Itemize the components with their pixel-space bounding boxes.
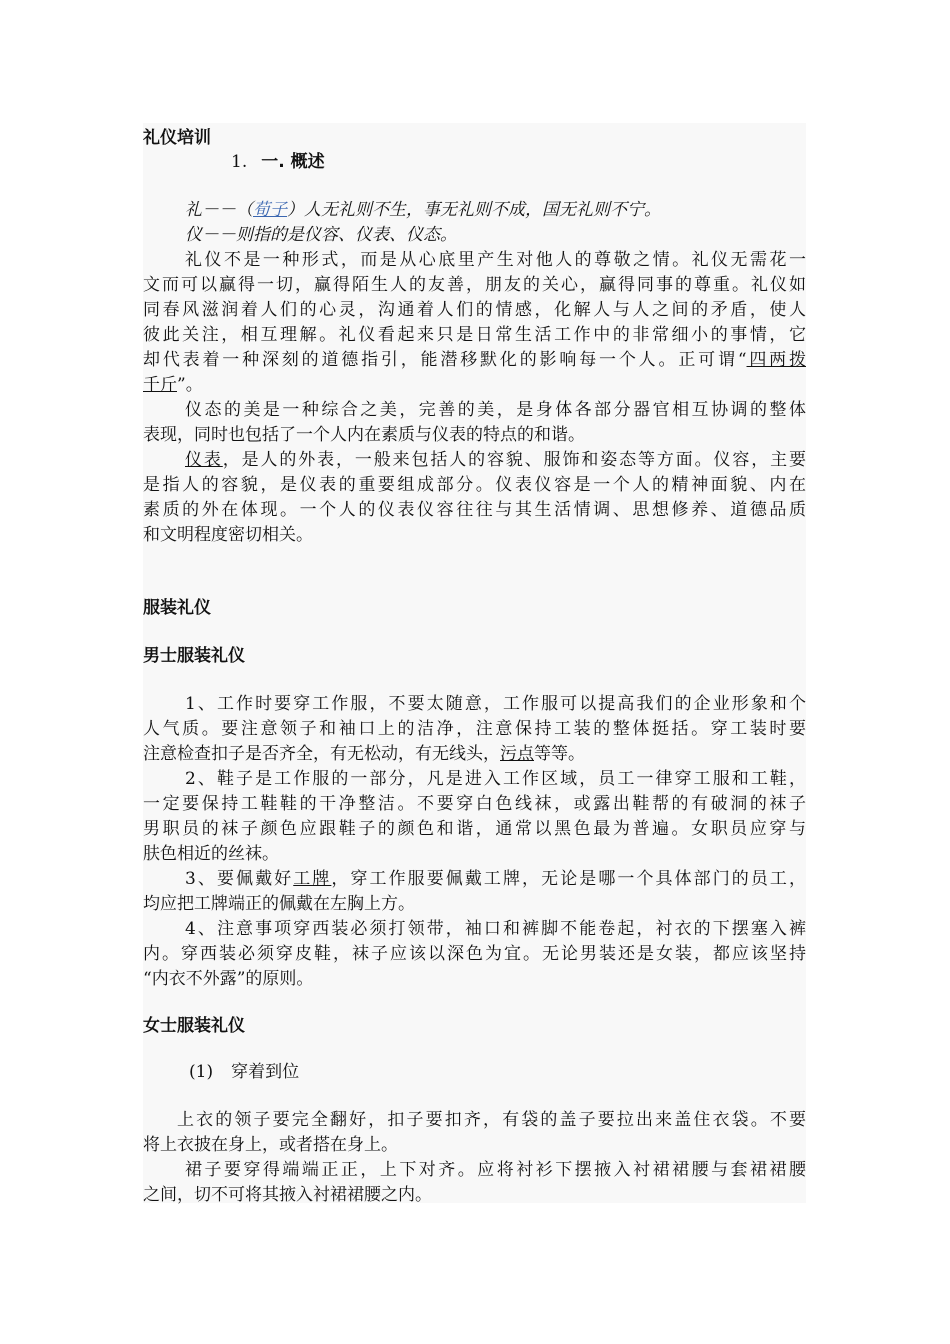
sub-heading-number: (1) bbox=[189, 1062, 214, 1082]
document-title: 礼仪培训 bbox=[143, 128, 211, 148]
paragraph-text: 3、要佩戴好 bbox=[185, 869, 294, 889]
paragraph-line: 彼此关注，相互理解。礼仪看起来只是日常生活工作中的非常细小的事情，它 bbox=[143, 325, 806, 345]
paragraph-line: 1、工作时要穿工作服，不要太随意，工作服可以提高我们的企业形象和个 bbox=[185, 694, 806, 714]
paragraph-line: 文而可以赢得一切，赢得陌生人的友善，朋友的关心，赢得同事的尊重。礼仪如 bbox=[143, 275, 806, 295]
gongpai-link[interactable]: 工牌 bbox=[293, 869, 332, 889]
heading-clothing: 服装礼仪 bbox=[143, 598, 211, 618]
paragraph-text: ，穿工作服要佩戴工牌，无论是哪一个具体部门的员工， bbox=[331, 869, 807, 889]
paragraph-line bbox=[143, 742, 585, 766]
paragraph-line: 2、鞋子是工作服的一部分，凡是进入工作区域，员工一律穿工服和工鞋， bbox=[185, 769, 806, 789]
paragraph-line: 4、注意事项穿西装必须打领带，袖口和裤脚不能卷起，衬衣的下摆塞入裤 bbox=[185, 919, 806, 939]
paragraph-line: 内。穿西装必须穿皮鞋，袜子应该以深色为宜。无论男装还是女装，都应该坚持 bbox=[143, 944, 806, 964]
paragraph-text: ，是人的外表，一般来包括人的容貌、服饰和姿态等方面。仪容，主要 bbox=[222, 450, 806, 470]
paragraph-line bbox=[185, 867, 806, 891]
section-number: 1. bbox=[231, 152, 248, 172]
quote-yi: 仪－－则指的是仪容、仪表、仪态。 bbox=[185, 225, 457, 245]
document-page bbox=[143, 123, 806, 1203]
heading-women: 女士服装礼仪 bbox=[143, 1016, 245, 1036]
paragraph-line bbox=[143, 348, 806, 372]
paragraph-text: 却代表着一种深刻的道德指引，能潜移默化的影响每一个人。正可谓“ bbox=[143, 350, 747, 370]
paragraph-line: 仪态的美是一种综合之美，完善的美，是身体各部分器官相互协调的整体 bbox=[185, 400, 806, 420]
paragraph-line: 上衣的领子要完全翻好，扣子要扣齐，有袋的盖子要拉出来盖住衣袋。不要 bbox=[177, 1110, 806, 1130]
paragraph-line: 同春风滋润着人们的心灵，沟通着人们的情感，化解人与人之间的矛盾，使人 bbox=[143, 300, 806, 320]
heading-men: 男士服装礼仪 bbox=[143, 646, 245, 666]
sub-heading-text: 穿着到位 bbox=[231, 1062, 300, 1082]
paragraph-line: 男职员的袜子颜色应跟鞋子的颜色和谐，通常以黑色最为普遍。女职员应穿与 bbox=[143, 819, 806, 839]
paragraph-line: 均应把工牌端正的佩戴在左胸上方。 bbox=[143, 894, 415, 914]
paragraph-line: 裙子要穿得端端正正，上下对齐。应将衬衫下摆掖入衬裙裙腰与套裙裙腰 bbox=[185, 1160, 806, 1180]
section-heading bbox=[231, 150, 325, 174]
wudian-link[interactable]: 污点 bbox=[500, 744, 534, 764]
paragraph-line: 和文明程度密切相关。 bbox=[143, 525, 313, 545]
paragraph-line: 礼仪不是一种形式，而是从心底里产生对他人的尊敬之情。礼仪无需花一 bbox=[185, 250, 806, 270]
xunzi-link[interactable]: 荀子 bbox=[253, 200, 287, 220]
qianjin-link[interactable]: 千斤 bbox=[143, 375, 177, 395]
quote-li-pre: 礼－－（ bbox=[185, 200, 253, 220]
sub-heading bbox=[189, 1060, 299, 1084]
paragraph-line bbox=[185, 448, 806, 472]
paragraph-line: 之间，切不可将其掖入衬裙裙腰之内。 bbox=[143, 1185, 432, 1205]
section-heading-text: 一. 概述 bbox=[261, 152, 325, 172]
paragraph-line: 肤色相近的丝袜。 bbox=[143, 844, 279, 864]
paragraph-line: 表现，同时也包括了一个人内在素质与仪表的特点的和谐。 bbox=[143, 425, 585, 445]
paragraph-line: 人气质。要注意领子和袖口上的洁净，注意保持工装的整体挺括。穿工装时要 bbox=[143, 719, 806, 739]
paragraph-text: 注意检查扣子是否齐全，有无松动，有无线头， bbox=[143, 744, 500, 764]
paragraph-line: 素质的外在体现。一个人的仪表仪容往往与其生活情调、思想修养、道德品质 bbox=[143, 500, 806, 520]
paragraph-line: 一定要保持工鞋鞋的干净整洁。不要穿白色线袜，或露出鞋帮的有破洞的袜子 bbox=[143, 794, 806, 814]
yibiao-link[interactable]: 仪表 bbox=[185, 450, 223, 470]
paragraph-text: 等等。 bbox=[534, 744, 585, 764]
paragraph-text: ”。 bbox=[177, 375, 203, 395]
paragraph-line: “内衣不外露”的原则。 bbox=[143, 969, 314, 989]
quote-li-post: ）人无礼则不生，事无礼则不成，国无礼则不宁。 bbox=[287, 200, 661, 220]
paragraph-line: 将上衣披在身上，或者搭在身上。 bbox=[143, 1135, 398, 1155]
paragraph-line bbox=[143, 373, 203, 397]
siliang-link[interactable]: 四两拨 bbox=[746, 350, 806, 370]
quote-li bbox=[185, 198, 661, 222]
paragraph-line: 是指人的容貌，是仪表的重要组成部分。仪表仪容是一个人的精神面貌、内在 bbox=[143, 475, 806, 495]
